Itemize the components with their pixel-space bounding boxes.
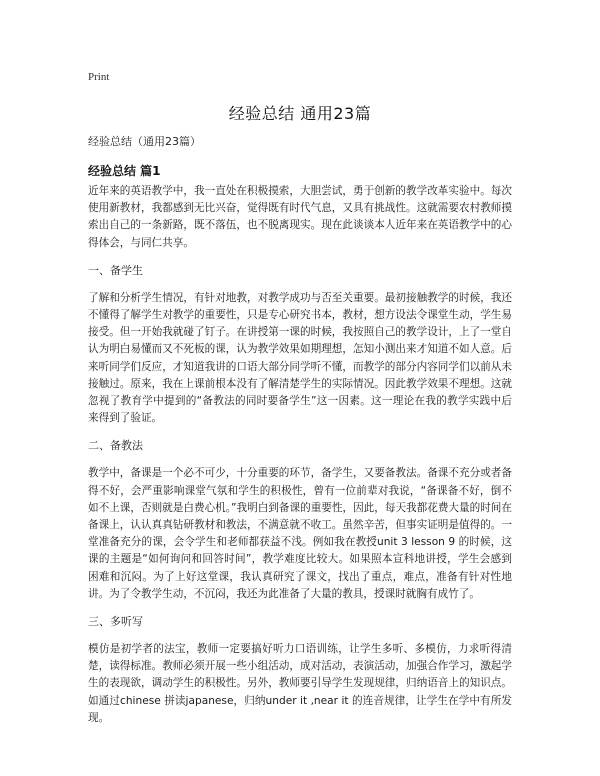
print-label: Print <box>88 71 110 83</box>
paragraph-listen-write: 模仿是初学者的法宝，教师一定要搞好听力口语训练，让学生多听、多模仿，力求听得清楚，读得标准。教师必须开展一些小组活动，成对活动，表演活动，加强合作学习，激起学生的表现欲，调动学生的积极性。另外，教师要引导学生发现规律，归纳语音上的知识点。如通过chinese 拼读japanese，归纳under it ,near it 的连音规律，让学生在学中有所发现。 <box>88 643 512 724</box>
subheading-prepare-methods: 二、备教法 <box>88 439 143 453</box>
paragraph-prepare-methods: 教学中，备课是一个必不可少，十分重要的环节，备学生，又要备教法。备课不充分或者备得不好，会严重影响课堂气氛和学生的积极性，曾有一位前辈对我说，“备课备不好，倒不如不上课，否则就是白费心机。”我明白到备课的重要性，因此，每天我都花费大量的时间在备课上，认认真真钻研教材和教法，不满意就不收工。虽然辛苦，但事实证明是值得的。一堂准备充分的课，会令学生和老师都获益不浅。例如我在教授unit 3 lesson 9 的时候，这课的主题是“如何询问和回答时间”，教学难度比较大。如果照本宣科地讲授，学生会感到困难和沉闷。为了上好这堂课，我认真研究了课文，找出了重点，难点，准备有针对性地讲。为了令教学生动，不沉闷，我还为此准备了大量的教具，授课时就胸有成竹了。 <box>88 467 512 600</box>
intro-paragraph: 近年来的英语教学中，我一直处在积极摸索，大胆尝试，勇于创新的教学改革实验中。每次使用新教材，我都感到无比兴奋，觉得既有时代气息，又具有挑战性。这就需要农村教师摸索出自己的一条新路，既不落伍，也不脱离现实。现在此谈谈本人近年来在英语教学中的心得体会，与同仁共享。 <box>88 185 512 249</box>
page-title: 经验总结 通用23篇 <box>228 104 372 123</box>
subheading-listen-write: 三、多听写 <box>88 615 143 629</box>
document-subtitle: 经验总结（通用23篇） <box>88 135 201 148</box>
section-heading: 经验总结 篇1 <box>88 164 161 178</box>
paragraph-prepare-students: 了解和分析学生情况，有针对地教，对教学成功与否至关重要。最初接触教学的时候，我还不懂得了解学生对教学的重要性，只是专心研究书本，教材，想方设法令课堂生动，学生易接受。但一开始我就碰了钉子。在讲授第一课的时候，我按照自己的教学设计，上了一堂自认为明白易懂而又不死板的课，认为教学效果如期理想，怎知小测出来才知道不如人意。后来听同学们反应，才知道我讲的口语大部分同学听不懂，而教学的部分内容同学们以前从未接触过。原来，我在上课前根本没有了解清楚学生的实际情况。因此教学效果不理想。这就忽视了教育学中提到的“备教法的同时要备学生”这一因素。这一理论在我的教学实践中后来得到了验证。 <box>88 291 512 425</box>
article-body <box>88 183 512 738</box>
subheading-prepare-students: 一、备学生 <box>88 263 143 277</box>
